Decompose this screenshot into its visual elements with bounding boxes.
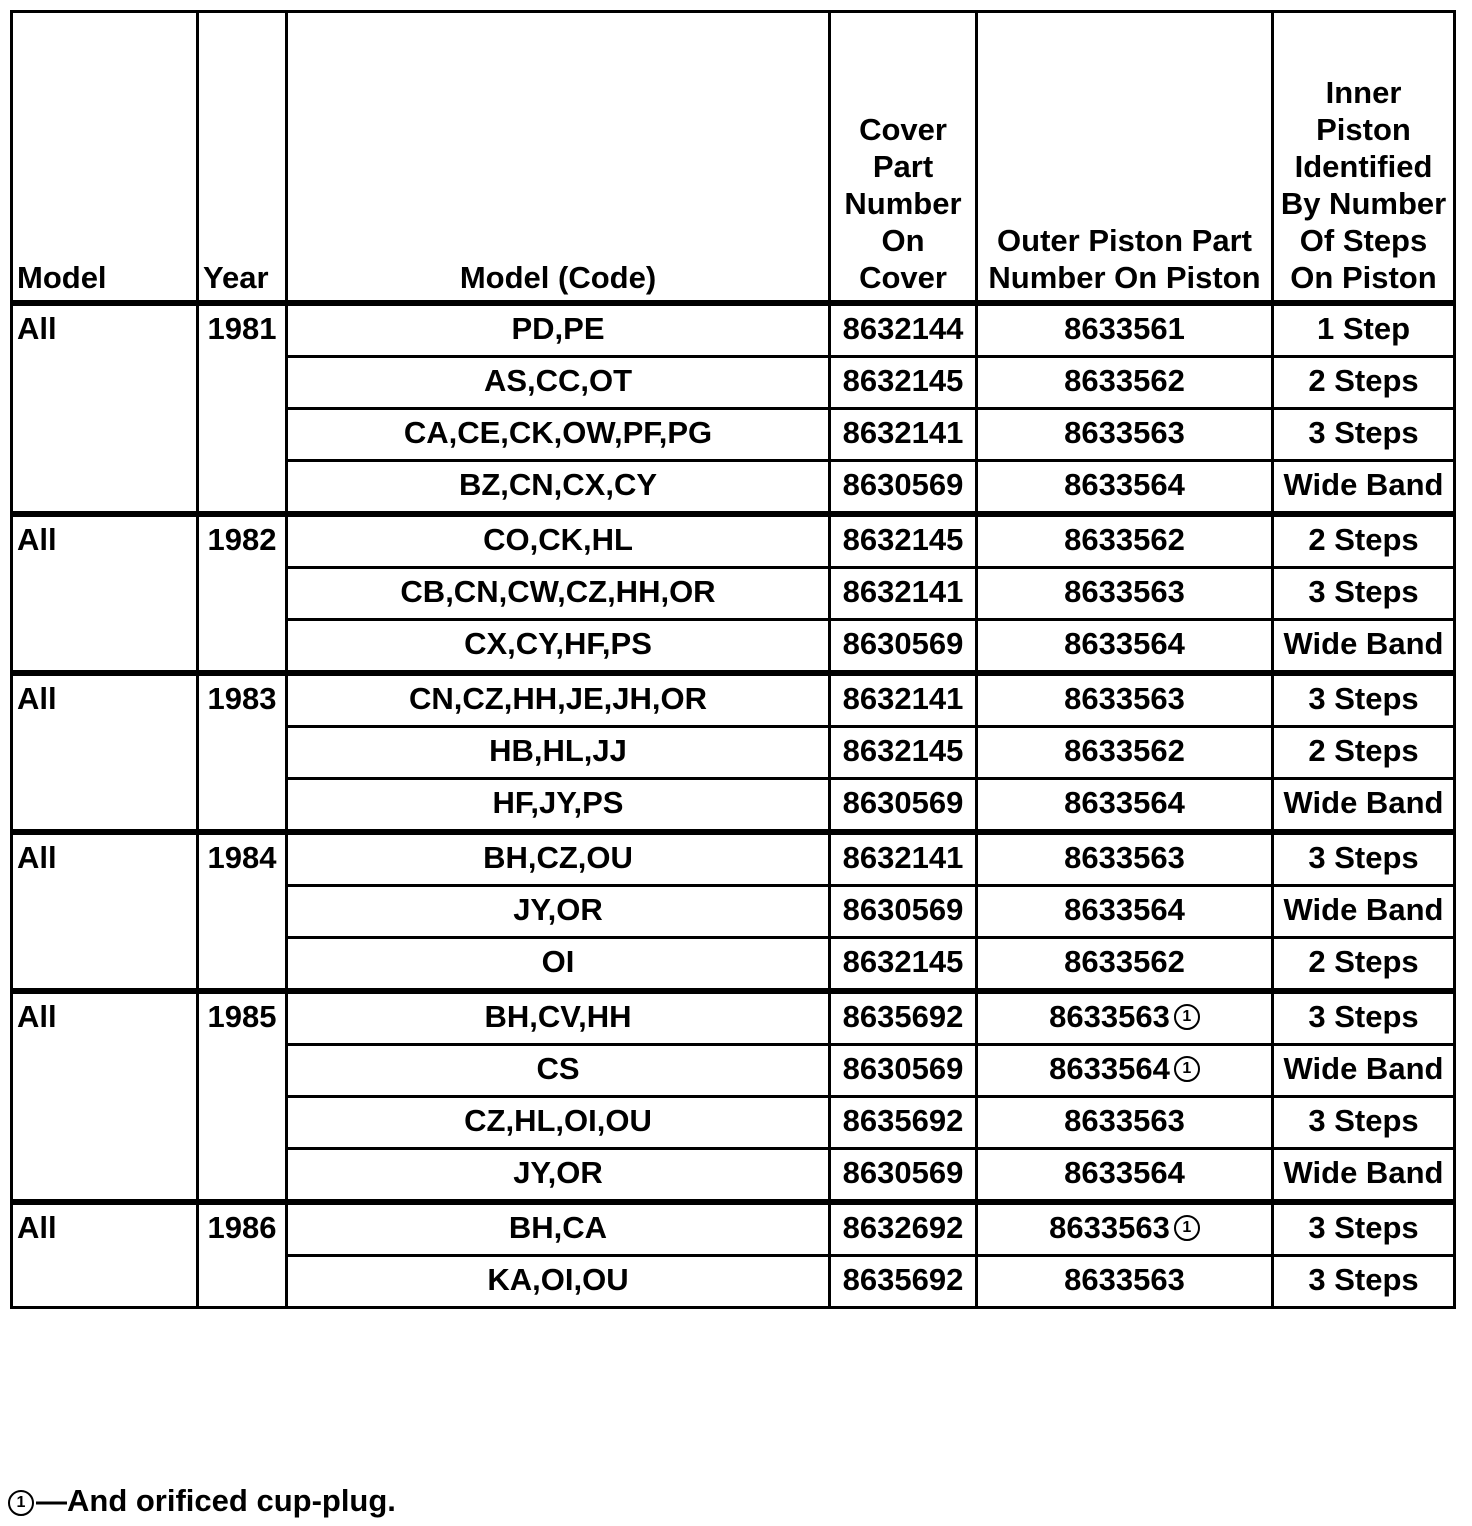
cell-inner-piston: 2 Steps (1273, 514, 1455, 568)
cell-inner-piston: 3 Steps (1273, 1202, 1455, 1256)
cell-cover-part-number: 8632141 (830, 568, 977, 620)
cell-model-code: BZ,CN,CX,CY (287, 461, 830, 515)
outer-piston-number: 8633563 (1064, 681, 1185, 716)
cell-outer-piston (977, 991, 1273, 1045)
cell-inner-piston: 3 Steps (1273, 832, 1455, 886)
outer-piston-number: 8633564 (1064, 892, 1185, 927)
cell-year: 1982 (198, 514, 287, 673)
cell-model-code: PD,PE (287, 303, 830, 357)
cell-outer-piston (977, 514, 1273, 568)
cell-inner-piston: 3 Steps (1273, 1097, 1455, 1149)
cell-cover-part-number: 8632141 (830, 832, 977, 886)
cell-model: All (12, 514, 198, 673)
table-body (12, 303, 1455, 1308)
cell-outer-piston (977, 1202, 1273, 1256)
cell-year: 1985 (198, 991, 287, 1202)
cell-model-code: BH,CV,HH (287, 991, 830, 1045)
cell-model-code: HB,HL,JJ (287, 727, 830, 779)
cell-cover-part-number: 8635692 (830, 991, 977, 1045)
cell-outer-piston (977, 886, 1273, 938)
cell-outer-piston (977, 673, 1273, 727)
cell-year: 1984 (198, 832, 287, 991)
cell-inner-piston: Wide Band (1273, 779, 1455, 833)
cell-model: All (12, 1202, 198, 1308)
cell-outer-piston (977, 1097, 1273, 1149)
cell-cover-part-number: 8632145 (830, 514, 977, 568)
cell-model: All (12, 303, 198, 514)
cell-outer-piston (977, 1149, 1273, 1203)
table-row (12, 514, 1455, 568)
cell-model-code: CB,CN,CW,CZ,HH,OR (287, 568, 830, 620)
cell-model: All (12, 832, 198, 991)
footnote-ref-marker: 1 (1174, 1004, 1200, 1030)
outer-piston-number: 8633563 (1064, 840, 1185, 875)
cell-cover-part-number: 8630569 (830, 1149, 977, 1203)
cell-inner-piston: 1 Step (1273, 303, 1455, 357)
cell-outer-piston (977, 832, 1273, 886)
cell-outer-piston (977, 409, 1273, 461)
cell-outer-piston (977, 1256, 1273, 1308)
outer-piston-number: 8633563 (1064, 415, 1185, 450)
footnote-ref-marker: 1 (1174, 1215, 1200, 1241)
outer-piston-number: 8633562 (1064, 733, 1185, 768)
outer-piston-number: 8633563 (1064, 1262, 1185, 1297)
cell-model-code: KA,OI,OU (287, 1256, 830, 1308)
outer-piston-number: 8633562 (1064, 944, 1185, 979)
cell-model-code: JY,OR (287, 886, 830, 938)
cell-outer-piston (977, 779, 1273, 833)
footnote (8, 1482, 396, 1520)
header-row (12, 12, 1455, 304)
header-cover-part-number: Cover Part Number On Cover (830, 12, 977, 304)
cell-outer-piston (977, 461, 1273, 515)
cell-cover-part-number: 8632145 (830, 938, 977, 992)
footnote-ref-marker: 1 (1174, 1056, 1200, 1082)
cell-outer-piston (977, 357, 1273, 409)
cell-cover-part-number: 8632141 (830, 673, 977, 727)
cell-outer-piston (977, 1045, 1273, 1097)
cell-cover-part-number: 8630569 (830, 886, 977, 938)
cell-model-code: HF,JY,PS (287, 779, 830, 833)
cell-year: 1983 (198, 673, 287, 832)
table-row (12, 1202, 1455, 1256)
cell-outer-piston (977, 303, 1273, 357)
cell-model-code: OI (287, 938, 830, 992)
cell-inner-piston: Wide Band (1273, 1045, 1455, 1097)
cell-model-code: BH,CZ,OU (287, 832, 830, 886)
table-row (12, 673, 1455, 727)
cell-inner-piston: 3 Steps (1273, 568, 1455, 620)
cell-model-code: CX,CY,HF,PS (287, 620, 830, 674)
cell-inner-piston: 2 Steps (1273, 938, 1455, 992)
cell-model-code: CO,CK,HL (287, 514, 830, 568)
cell-model-code: CN,CZ,HH,JE,JH,OR (287, 673, 830, 727)
cell-inner-piston: Wide Band (1273, 620, 1455, 674)
outer-piston-number: 8633563 (1064, 1103, 1185, 1138)
cell-cover-part-number: 8632144 (830, 303, 977, 357)
cell-cover-part-number: 8630569 (830, 620, 977, 674)
table-row (12, 832, 1455, 886)
cell-outer-piston (977, 938, 1273, 992)
outer-piston-number: 8633564 (1064, 626, 1185, 661)
cell-model-code: CA,CE,CK,OW,PF,PG (287, 409, 830, 461)
cell-inner-piston: 2 Steps (1273, 357, 1455, 409)
cell-cover-part-number: 8635692 (830, 1256, 977, 1308)
cell-outer-piston (977, 620, 1273, 674)
header-model-code: Model (Code) (287, 12, 830, 304)
cell-year: 1986 (198, 1202, 287, 1308)
cell-model-code: BH,CA (287, 1202, 830, 1256)
header-outer-piston: Outer Piston Part Number On Piston (977, 12, 1273, 304)
cell-year: 1981 (198, 303, 287, 514)
outer-piston-number: 8633564 (1064, 467, 1185, 502)
outer-piston-number: 8633564 (1064, 785, 1185, 820)
outer-piston-number: 8633563 (1064, 574, 1185, 609)
cell-model-code: CS (287, 1045, 830, 1097)
cell-inner-piston: Wide Band (1273, 461, 1455, 515)
header-year: Year (198, 12, 287, 304)
cell-outer-piston (977, 568, 1273, 620)
outer-piston-number: 8633562 (1064, 522, 1185, 557)
cell-inner-piston: Wide Band (1273, 886, 1455, 938)
cell-cover-part-number: 8630569 (830, 779, 977, 833)
cell-cover-part-number: 8630569 (830, 1045, 977, 1097)
footnote-marker: 1 (8, 1490, 34, 1516)
cell-cover-part-number: 8632145 (830, 357, 977, 409)
cell-model: All (12, 673, 198, 832)
header-model: Model (12, 12, 198, 304)
cell-inner-piston: 3 Steps (1273, 409, 1455, 461)
cell-inner-piston: 3 Steps (1273, 991, 1455, 1045)
cell-cover-part-number: 8632145 (830, 727, 977, 779)
cell-cover-part-number: 8632692 (830, 1202, 977, 1256)
footnote-text: —And orificed cup-plug. (36, 1483, 396, 1518)
outer-piston-number: 8633562 (1064, 363, 1185, 398)
cell-inner-piston: Wide Band (1273, 1149, 1455, 1203)
outer-piston-number: 8633564 (1049, 1051, 1170, 1086)
parts-table (10, 10, 1456, 1309)
table-row (12, 303, 1455, 357)
cell-model-code: CZ,HL,OI,OU (287, 1097, 830, 1149)
cell-cover-part-number: 8632141 (830, 409, 977, 461)
outer-piston-number: 8633561 (1064, 311, 1185, 346)
cell-outer-piston (977, 727, 1273, 779)
header-inner-piston: Inner Piston Identified By Number Of Steps On Piston (1273, 12, 1455, 304)
cell-model: All (12, 991, 198, 1202)
cell-cover-part-number: 8635692 (830, 1097, 977, 1149)
cell-model-code: AS,CC,OT (287, 357, 830, 409)
table-row (12, 991, 1455, 1045)
cell-cover-part-number: 8630569 (830, 461, 977, 515)
cell-inner-piston: 3 Steps (1273, 1256, 1455, 1308)
cell-inner-piston: 2 Steps (1273, 727, 1455, 779)
cell-model-code: JY,OR (287, 1149, 830, 1203)
outer-piston-number: 8633563 (1049, 999, 1170, 1034)
outer-piston-number: 8633563 (1049, 1210, 1170, 1245)
outer-piston-number: 8633564 (1064, 1155, 1185, 1190)
cell-inner-piston: 3 Steps (1273, 673, 1455, 727)
